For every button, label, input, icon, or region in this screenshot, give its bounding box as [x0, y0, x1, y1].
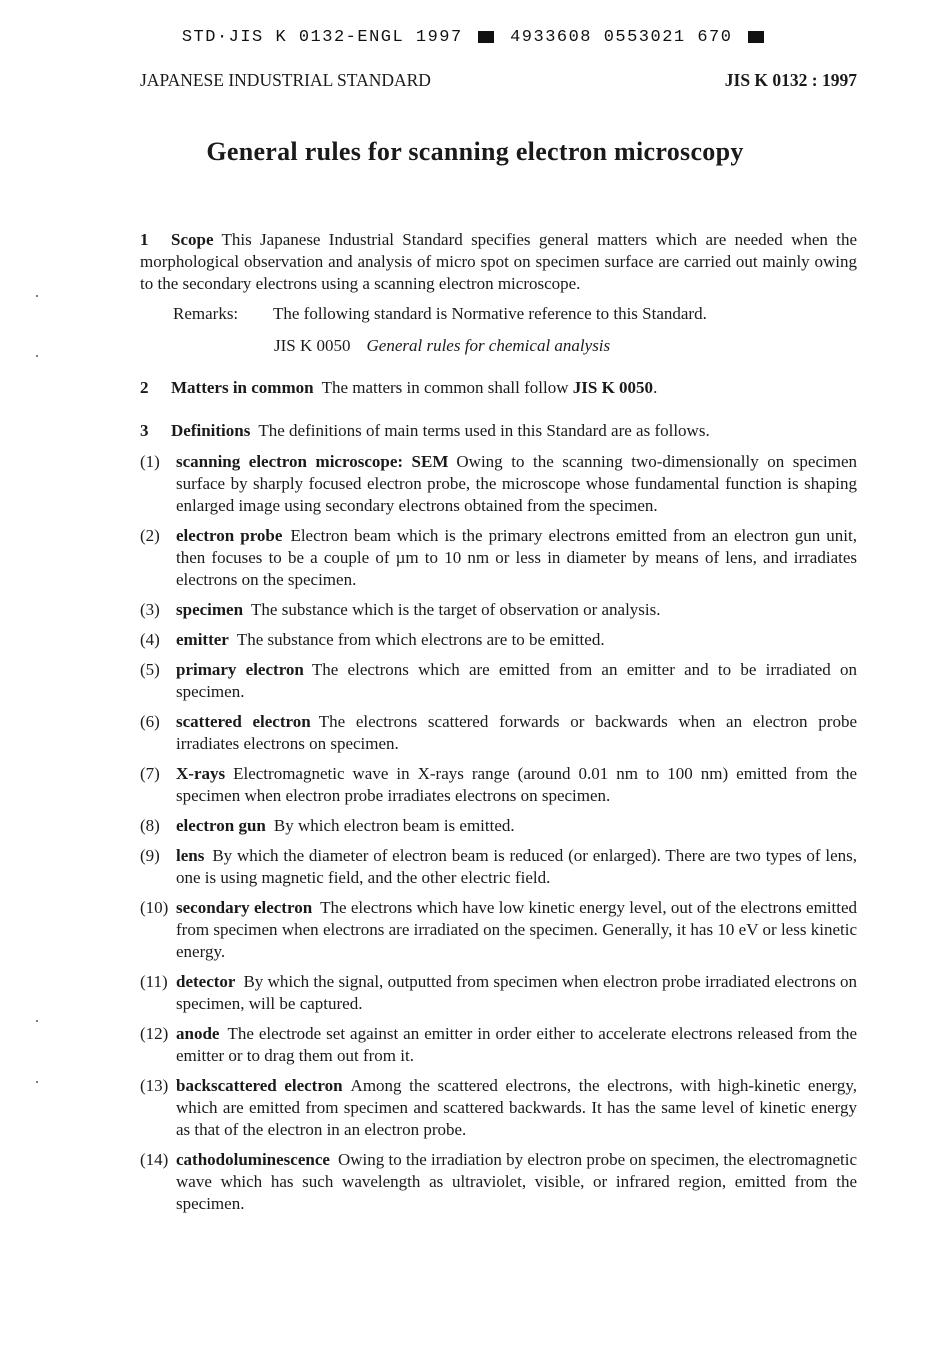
definition-number: (11)	[140, 972, 168, 991]
definition-item	[140, 711, 857, 755]
definition-item	[140, 1075, 857, 1141]
definition-item	[140, 1023, 857, 1067]
definition-number: (4)	[140, 630, 160, 649]
definition-text: Owing to the scanning two-dimensionally on specimen surface by sharply focused electron probe, the microscope whose fundamental function is shaping enlarged image using secondary electrons obtained from the specimen.	[176, 452, 857, 515]
page-header	[140, 70, 857, 92]
remarks-text: The following standard is Normative reference to this Standard.	[273, 304, 707, 323]
definition-text: Electron beam which is the primary electrons emitted from an electron gun unit, then focuses to be a couple of µm to 10 nm or less in diameter by means of lens, and irradiates electrons on the specimen.	[176, 526, 857, 589]
definition-text: The electrons which have low kinetic energy level, out of the electrons emitted from specimen when electrons are irradiated on the specimen. Generally, it has 10 eV or less kinetic energy.	[176, 898, 858, 961]
stamp-text-b: 4933608 0553021 670	[510, 28, 733, 47]
document-title: General rules for scanning electron microscopy	[206, 137, 744, 166]
definition-term: emitter	[176, 630, 229, 649]
definition-item	[140, 845, 857, 889]
definition-term: backscattered electron	[176, 1076, 343, 1095]
header-left: JAPANESE INDUSTRIAL STANDARD	[140, 70, 431, 90]
definition-term: primary electron	[176, 660, 304, 679]
definition-item	[140, 599, 857, 621]
definition-text: Electromagnetic wave in X-rays range (around 0.01 nm to 100 nm) emitted from the specimen when electron probe irradiates electrons on specimen.	[176, 764, 857, 805]
section-heading: Matters in common	[171, 378, 314, 397]
definition-text: The electrons scattered forwards or backwards when an electron probe irradiates electrons on specimen.	[176, 712, 857, 753]
definition-term: anode	[176, 1024, 220, 1043]
definition-number: (14)	[140, 1150, 169, 1169]
definition-item	[140, 971, 857, 1015]
definition-text: By which the diameter of electron beam is reduced (or enlarged). There are two types of lens, one is using magnetic field, and the other electric field.	[176, 846, 857, 887]
definition-item	[140, 629, 857, 651]
section-heading: Scope	[171, 230, 214, 249]
section-heading: Definitions	[171, 421, 251, 440]
document-body	[140, 229, 857, 1215]
section-text: This Japanese Industrial Standard specifies general matters which are needed when the morphological observation and analysis of micro spot on specimen surface are carried out mainly owing to the secondary electrons using a scanning electron microscope.	[140, 230, 857, 293]
definition-number: (1)	[140, 452, 160, 471]
definition-number: (9)	[140, 846, 160, 865]
normative-reference	[140, 335, 857, 357]
definition-text: By which electron beam is emitted.	[273, 816, 515, 835]
section-matters-in-common	[140, 377, 857, 399]
definition-text: Among the scattered electrons, the electrons, with high-kinetic energy, which are emitted from specimen and scattered backwards. It has the same level of kinetic energy as that of the electron in an electron probe.	[176, 1076, 857, 1139]
definition-number: (6)	[140, 712, 160, 731]
definition-term: X-rays	[176, 764, 226, 783]
definition-term: secondary electron	[176, 898, 313, 917]
definition-term: scattered electron	[176, 712, 311, 731]
stamp-text-a: STD·JIS K 0132-ENGL 1997	[181, 28, 463, 47]
section-number: 3	[140, 421, 149, 440]
definition-item	[140, 659, 857, 703]
definition-number: (2)	[140, 526, 160, 545]
definition-term: detector	[176, 972, 236, 991]
stamp-block-mark	[478, 31, 494, 43]
definition-term: lens	[176, 846, 205, 865]
definition-number: (13)	[140, 1076, 169, 1095]
scan-speck	[36, 1081, 38, 1083]
definition-item	[140, 451, 857, 517]
remarks	[140, 303, 857, 325]
definition-number: (8)	[140, 816, 160, 835]
definition-item	[140, 525, 857, 591]
definition-item	[140, 897, 857, 963]
definition-text: Owing to the irradiation by electron probe on specimen, the electromagnetic wave which has such wavelength as ultraviolet, visible, or infrared region, emitted from the specimen.	[176, 1150, 857, 1213]
section-reference: JIS K 0050	[572, 378, 654, 397]
section-definitions	[140, 420, 857, 442]
section-scope	[140, 229, 857, 295]
definition-term: scanning electron microscope: SEM	[176, 452, 449, 471]
section-number: 2	[140, 378, 149, 397]
definition-text: The electrode set against an emitter in order either to accelerate electrons released from the emitter or to drag them out from it.	[176, 1024, 857, 1065]
remarks-label: Remarks:	[173, 304, 239, 323]
reference-code: JIS K 0050	[274, 336, 351, 355]
definition-term: specimen	[176, 600, 244, 619]
definition-number: (10)	[140, 898, 169, 917]
definition-item	[140, 763, 857, 807]
definition-text: The substance which is the target of observation or analysis.	[251, 600, 661, 619]
print-stamp	[0, 28, 950, 47]
scan-speck	[36, 1020, 38, 1022]
section-text: The matters in common shall follow	[321, 378, 569, 397]
definition-text: By which the signal, outputted from specimen when electron probe irradiated electrons on specimen, will be captured.	[176, 972, 857, 1013]
scan-speck	[36, 295, 38, 297]
definition-number: (7)	[140, 764, 160, 783]
definition-term: cathodoluminescence	[176, 1150, 330, 1169]
header-right: JIS K 0132 : 1997	[724, 70, 857, 90]
definition-item	[140, 1149, 857, 1215]
definition-number: (12)	[140, 1024, 169, 1043]
section-number: 1	[140, 230, 149, 249]
stamp-block-mark	[748, 31, 764, 43]
definition-text: The substance from which electrons are to be emitted.	[236, 630, 605, 649]
scan-speck	[36, 355, 38, 357]
definition-term: electron probe	[176, 526, 283, 545]
reference-title: General rules for chemical analysis	[366, 336, 611, 355]
section-text: The definitions of main terms used in this Standard are as follows.	[258, 421, 710, 440]
definition-item	[140, 815, 857, 837]
definition-term: electron gun	[176, 816, 266, 835]
definition-text: The electrons which are emitted from an emitter and to be irradiated on specimen.	[176, 660, 857, 701]
section-text-end: .	[653, 378, 658, 397]
definition-number: (5)	[140, 660, 160, 679]
definition-number: (3)	[140, 600, 160, 619]
